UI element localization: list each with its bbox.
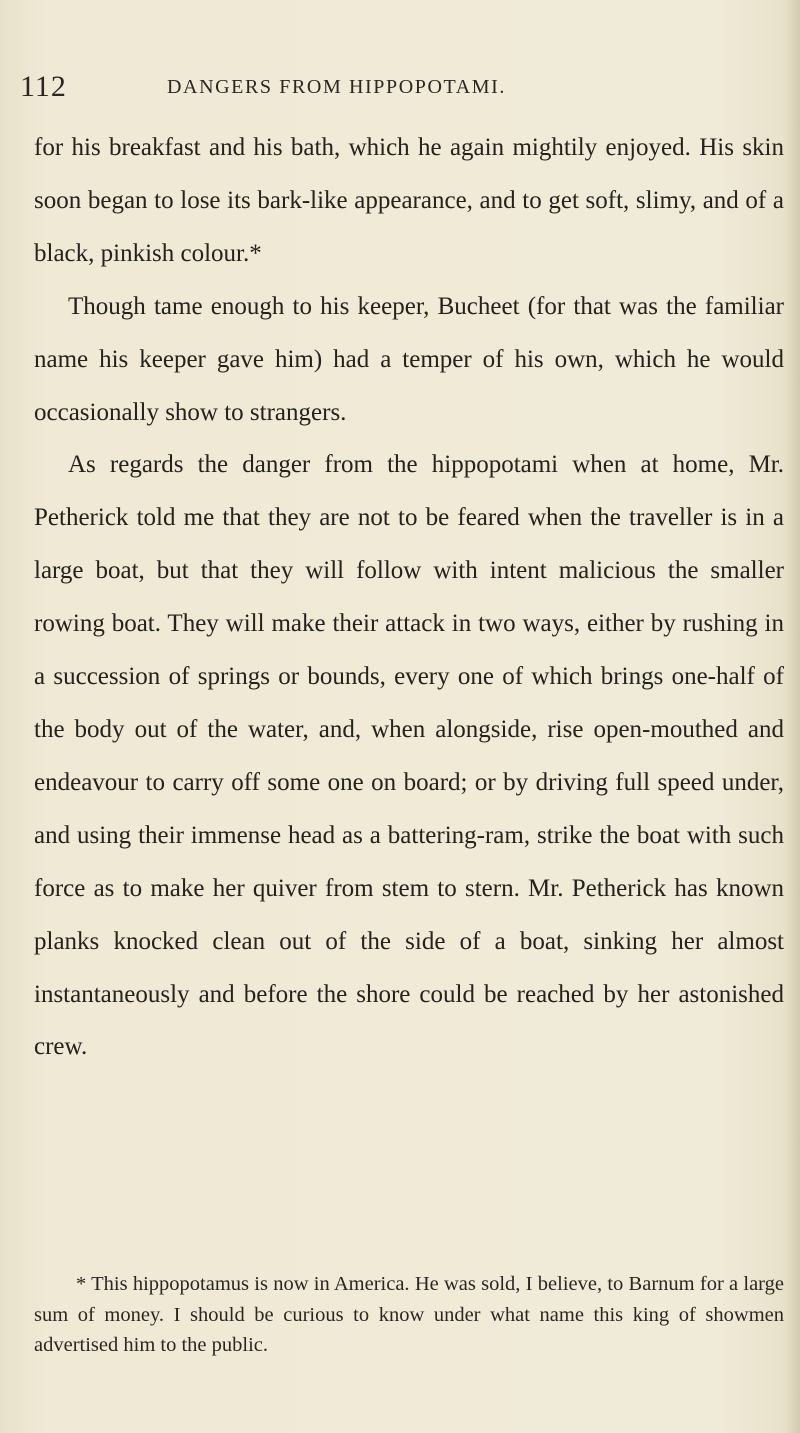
page-header <box>20 70 780 110</box>
page-number: 112 <box>20 70 67 103</box>
footnote: * This hippopotamus is now in America. He was sold, I believe, to Barnum for a large sum of money. I should be curious to know under what name this king of showmen advertised him to the public. <box>34 1273 784 1356</box>
paragraph: As regards the danger from the hippopotami when at home, Mr. Petherick told me that they are not to be feared when the traveller is in a large boat, but that they will follow with intent malicious the smaller rowing boat. They will make their attack in two ways, either by rushing in a succession of springs or bounds, every one of which brings one-half of the body out of the water, and, when alongside, rise open-mouthed and endeavour to carry off some one on board; or by driving full speed under, and using their immense head as a battering-ram, strike the boat with such force as to make her quiver from stem to stern. Mr. Petherick has known planks knocked clean out of the side of a boat, sinking her almost instantaneously and before the shore could be reached by her astonished crew. <box>34 451 784 1061</box>
paragraph: Though tame enough to his keeper, Bucheet (for that was the familiar name his keeper gave him) had a temper of his own, which he would occasionally show to strangers. <box>34 292 784 426</box>
running-head: DANGERS FROM HIPPOPOTAMI. <box>167 76 507 98</box>
paragraph: for his breakfast and his bath, which he again mightily enjoyed. His skin soon began to lose its bark-like appearance, and to get soft, slimy, and of a black, pinkish colour.* <box>34 134 784 267</box>
page-edge-shadow <box>784 0 800 1433</box>
body-text <box>34 122 784 1074</box>
